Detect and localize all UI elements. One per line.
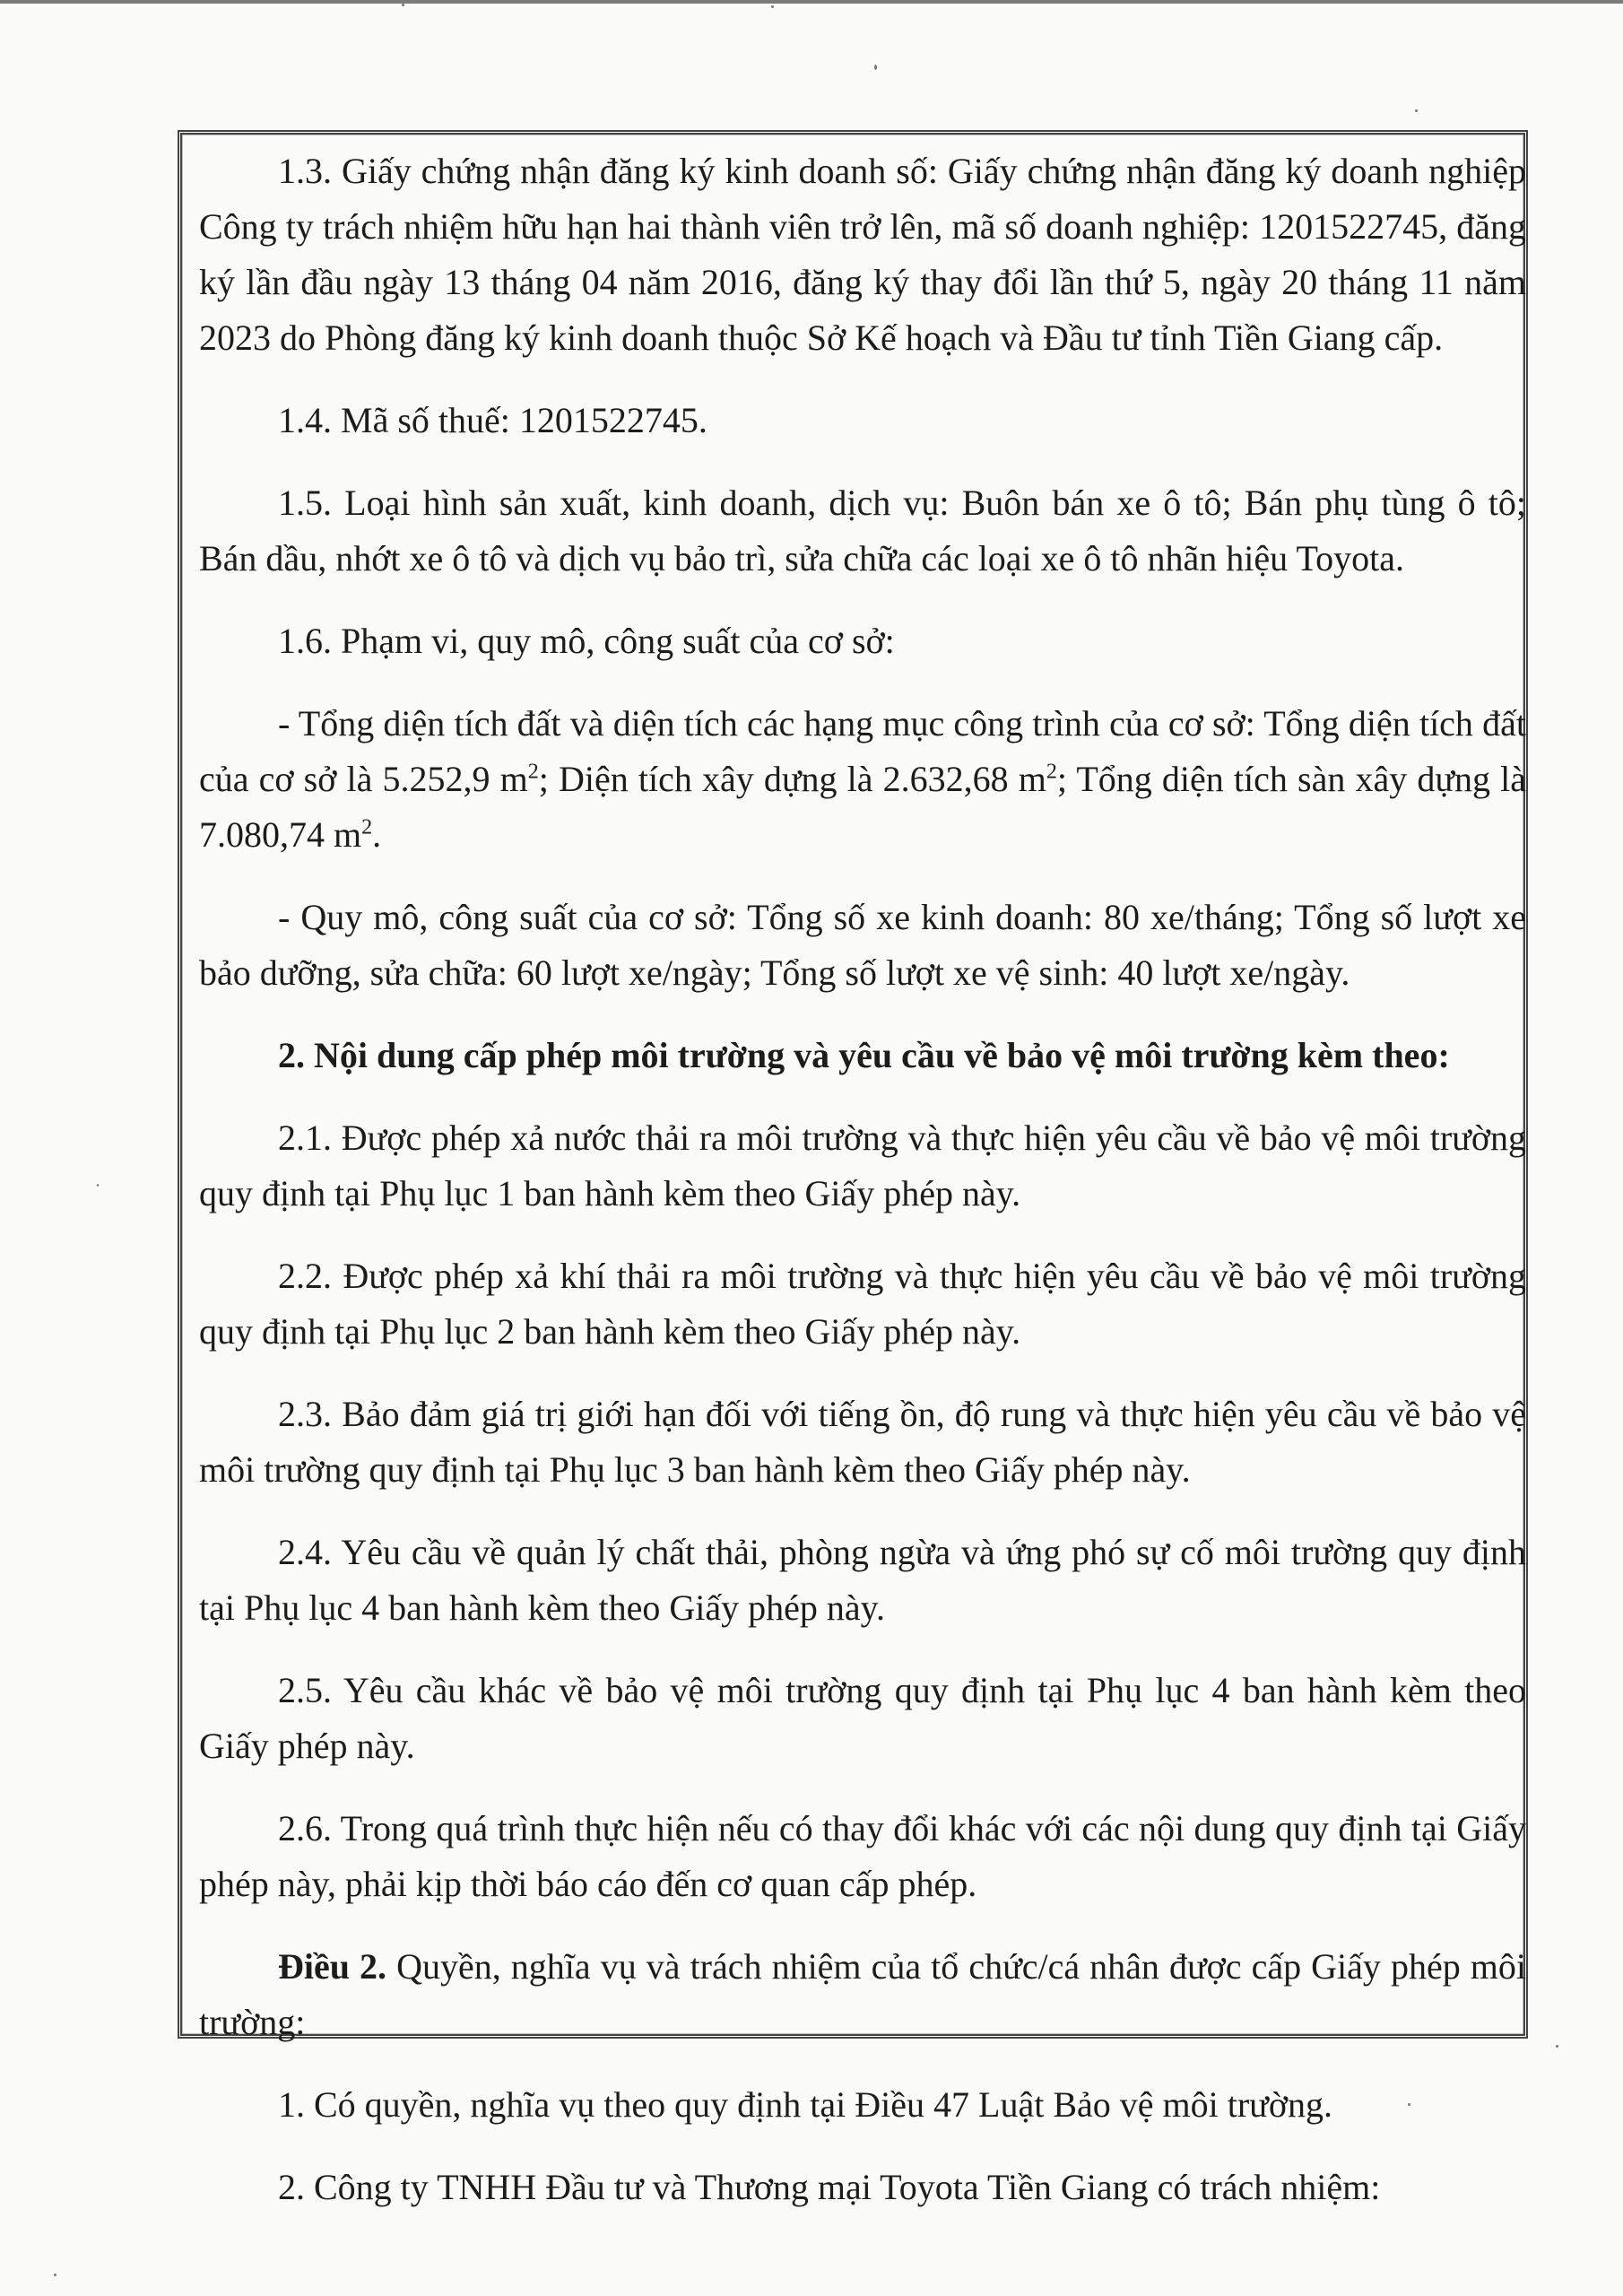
scan-edge [0, 0, 1623, 4]
article-2-text: Quyền, nghĩa vụ và trách nhiệm của tổ chức/cá nhân được cấp Giấy phép môi trường: [199, 1946, 1527, 2042]
article-2-item-2: 2. Công ty TNHH Đầu tư và Thương mại Toyota Tiền Giang có trách nhiệm: [278, 2167, 1381, 2207]
paragraph-2-6: 2.6. Trong quá trình thực hiện nếu có thay đổi khác với các nội dung quy định tại Giấy phép này, phải kịp thời báo cáo đến cơ quan cấp phép. [199, 1808, 1526, 1904]
area-text-3: ; Tổng diện tích sàn xây dựng là 7.080,74 m [199, 759, 1527, 855]
scan-speck [402, 4, 404, 6]
paragraph-2-3: 2.3. Bảo đảm giá trị giới hạn đối với tiếng ồn, độ rung và thực hiện yêu cầu về bảo vệ môi trường quy định tại Phụ lục 3 ban hành kèm theo Giấy phép này. [199, 1394, 1526, 1490]
scan-speck [54, 2274, 56, 2276]
scan-speck [874, 65, 877, 70]
document-body [199, 144, 1526, 2215]
paragraph-1-6-area [199, 696, 1526, 863]
scan-speck [1556, 2045, 1558, 2048]
scan-speck [771, 5, 774, 8]
paragraph-1-4: 1.4. Mã số thuế: 1201522745. [278, 400, 707, 440]
paragraph-2-2: 2.2. Được phép xả khí thải ra môi trường và thực hiện yêu cầu về bảo vệ môi trường quy định tại Phụ lục 2 ban hành kèm theo Giấy phép này. [199, 1256, 1526, 1352]
area-sup-2: 2 [1046, 760, 1057, 784]
scan-speck [1415, 109, 1418, 112]
scan-speck [97, 1184, 99, 1187]
area-text-4: . [372, 814, 382, 855]
article-2 [199, 1939, 1526, 2050]
section-2-heading: 2. Nội dung cấp phép môi trường và yêu cầu về bảo vệ môi trường kèm theo: [278, 1035, 1450, 1075]
paragraph-1-5: 1.5. Loại hình sản xuất, kinh doanh, dịch vụ: Buôn bán xe ô tô; Bán phụ tùng ô tô; Bán dầu, nhớt xe ô tô và dịch vụ bảo trì, sửa chữa các loại xe ô tô nhãn hiệu Toyota. [199, 483, 1526, 578]
paragraph-1-6-capacity: - Quy mô, công suất của cơ sở: Tổng số xe kinh doanh: 80 xe/tháng; Tổng số lượt xe bảo dưỡng, sửa chữa: 60 lượt xe/ngày; Tổng số lượt xe vệ sinh: 40 lượt xe/ngày. [199, 897, 1526, 993]
article-2-item-1: 1. Có quyền, nghĩa vụ theo quy định tại Điều 47 Luật Bảo vệ môi trường. [278, 2084, 1332, 2125]
area-sup-1: 2 [527, 760, 539, 784]
area-sup-3: 2 [361, 815, 373, 839]
article-2-label: Điều 2. [278, 1946, 387, 1987]
scan-speck [1408, 2103, 1410, 2106]
paragraph-1-3: 1.3. Giấy chứng nhận đăng ký kinh doanh số: Giấy chứng nhận đăng ký doanh nghiệp Công ty trách nhiệm hữu hạn hai thành viên trở lên, mã số doanh nghiệp: 1201522745, đăng ký lần đầu ngày 13 tháng 04 năm 2016, đăng ký thay đổi lần thứ 5, ngày 20 tháng 11 năm 2023 do Phòng đăng ký kinh doanh thuộc Sở Kế hoạch và Đầu tư tỉnh Tiền Giang cấp. [199, 151, 1526, 358]
paragraph-2-5: 2.5. Yêu cầu khác về bảo vệ môi trường quy định tại Phụ lục 4 ban hành kèm theo Giấy phép này. [199, 1670, 1526, 1766]
paragraph-1-6: 1.6. Phạm vi, quy mô, công suất của cơ sở: [278, 621, 895, 661]
area-text-1: - Tổng diện tích đất và diện tích các hạng mục công trình của cơ sở: Tổng diện tích đất của cơ sở là 5.252,9 m [199, 703, 1526, 799]
paragraph-2-4: 2.4. Yêu cầu về quản lý chất thải, phòng ngừa và ứng phó sự cố môi trường quy định tại Phụ lục 4 ban hành kèm theo Giấy phép này. [199, 1532, 1526, 1628]
area-text-2: ; Diện tích xây dựng là 2.632,68 m [538, 759, 1046, 799]
paragraph-2-1: 2.1. Được phép xả nước thải ra môi trường và thực hiện yêu cầu về bảo vệ môi trường quy định tại Phụ lục 1 ban hành kèm theo Giấy phép này. [199, 1118, 1526, 1213]
